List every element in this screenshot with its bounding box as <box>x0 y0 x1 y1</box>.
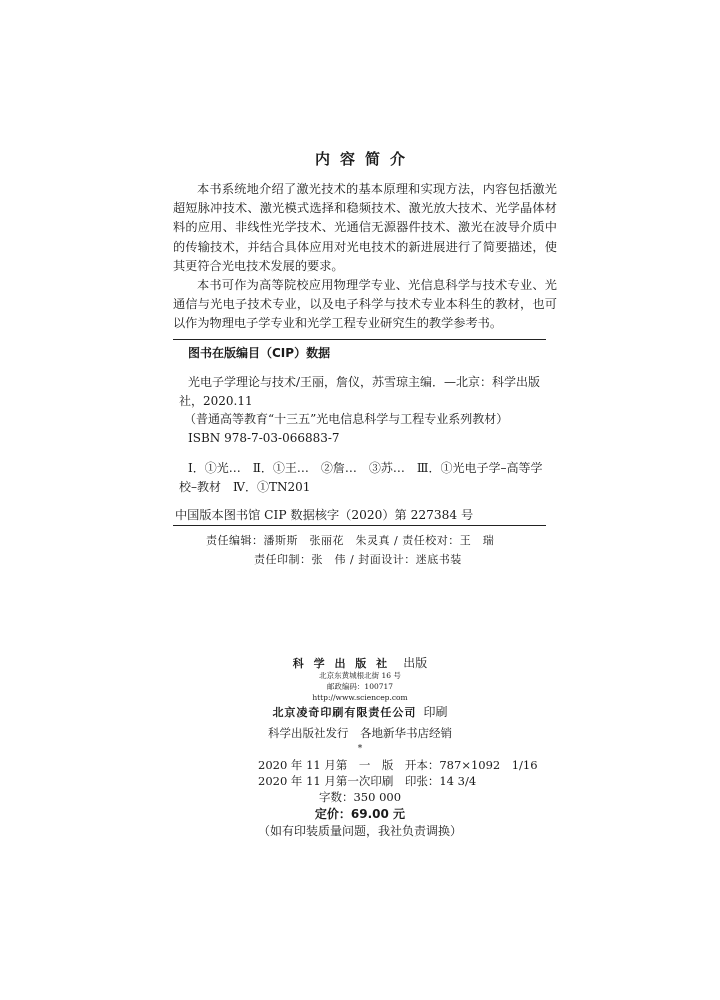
cip-classification <box>179 459 548 496</box>
quality-notice: （如有印装质量问题，我社负责调换） <box>257 824 462 838</box>
cip-series-line: （普通高等教育“十三五”光电信息科学与工程专业系列教材） <box>184 412 509 426</box>
publisher-website: http://www.sciencep.com <box>312 693 408 702</box>
credits-editors: 责任编辑：潘斯斯 张丽花 朱灵真 / 责任校对：王 瑞 <box>206 534 495 547</box>
price: 定价：69.00 元 <box>314 807 406 821</box>
publisher-line <box>0 652 720 671</box>
separator-star: * <box>357 744 363 754</box>
printer-name: 北京凌奇印刷有限责任公司 <box>272 706 417 719</box>
cip-catalog <box>179 373 548 447</box>
summary-title: 内容简介 <box>314 150 415 168</box>
cip-catalog-line-2: 社，2020.11 <box>179 393 253 408</box>
cip-class-line-1: Ⅰ．①光… Ⅱ．①王… ②詹… ③苏… Ⅲ．①光电子学–高等学 <box>188 461 543 475</box>
summary-paragraph-2: 本书可作为高等院校应用物理学专业、光信息科学与技术专业、光通信与光电子技术专业，以及电子科学与技术专业本科生的教材，也可以作为物理电子学专业和光学工程专业研究生的教学参考书。 <box>173 278 557 331</box>
publisher-address: 北京东黄城根北街 16 号 <box>319 671 401 680</box>
credits-production: 责任印制：张 伟 / 封面设计：迷底书装 <box>254 553 462 566</box>
edition-line: 2020 年 11 月第 一 版 开本：787×1092 1/16 <box>258 758 538 772</box>
publisher-suffix: 出版 <box>403 656 428 670</box>
cip-header: 图书在版编目（CIP）数据 <box>188 346 331 360</box>
cip-record-number: 中国版本图书馆 CIP 数据核字（2020）第 227384 号 <box>175 508 474 522</box>
cip-isbn: ISBN 978-7-03-066883-7 <box>188 430 340 445</box>
word-count: 字数：350 000 <box>318 790 402 804</box>
printer-line <box>0 701 720 720</box>
printer-suffix: 印刷 <box>423 705 448 719</box>
cip-bottom-rule <box>173 525 546 526</box>
publisher-postcode: 邮政编码：100717 <box>326 682 394 691</box>
cip-class-line-2: 校–教材 Ⅳ．①TN201 <box>179 479 311 494</box>
cip-top-rule <box>173 339 546 340</box>
publisher-name: 科 学 出 版 社 <box>292 657 391 670</box>
cip-catalog-line-1: 光电子学理论与技术/王丽，詹仪，苏雪琼主编．—北京：科学出版 <box>188 375 541 389</box>
printing-line: 2020 年 11 月第一次印刷 印张：14 3/4 <box>258 774 477 788</box>
summary-paragraph-1: 本书系统地介绍了激光技术的基本原理和实现方法，内容包括激光超短脉冲技术、激光模式选择和稳频技术、激光放大技术、光学晶体材料的应用、非线性光学技术、光通信无源器件技术、激光在波导介质中的传输技术，并结合具体应用对光电技术的新进展进行了简要描述，使其更符合光电技术发展的要求。 <box>173 182 557 273</box>
summary-body <box>173 180 557 334</box>
distribution-line: 科学出版社发行 各地新华书店经销 <box>268 726 452 740</box>
